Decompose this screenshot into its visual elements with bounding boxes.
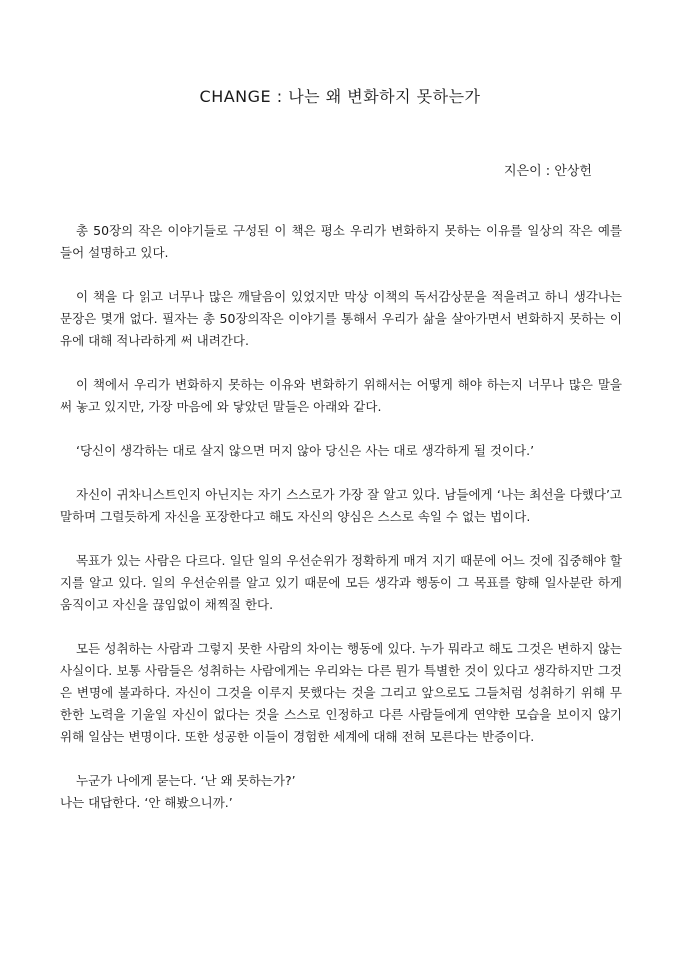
- quote-paragraph: ‘당신이 생각하는 대로 살지 않으면 머지 않아 당신은 사는 대로 생각하게 될 것이다.’: [76, 443, 535, 458]
- paragraph: 자신이 귀차니스트인지 아닌지는 자기 스스로가 가장 잘 알고 있다. 남들에게 ‘나는 최선을 다했다’고 말하며 그럴듯하게 자신을 포장한다고 해도 자신의 양심은 스스로 속일 수 없는 법이다.: [60, 487, 622, 524]
- closing-answer: 나는 대답한다. ‘안 해봤으니까.’: [60, 795, 233, 810]
- document-title: CHANGE : 나는 왜 변화하지 못하는가: [199, 87, 481, 106]
- paragraph: 이 책에서 우리가 변화하지 못하는 이유와 변화하기 위해서는 어떻게 해야 하는지 너무나 많은 말을 써 놓고 있지만, 가장 마음에 와 닿았던 말들은 아래와 같다.: [60, 377, 622, 414]
- paragraph: 모든 성취하는 사람과 그렇지 못한 사람의 차이는 행동에 있다. 누가 뭐라고 해도 그것은 변하지 않는 사실이다. 보통 사람들은 성취하는 사람에게는 우리와는 다른 뭔가 특별한 것이 있다고 생각하지만 그것은 변명에 불과하다. 자신이 그것을 이루지 못했다는 것을 그리고 앞으로도 그들처럼 성취하기 위해 무한한 노력을 기울일 자신이 없다는 것을 스스로 인정하고 다른 사람들에게 연약한 모습을 보이지 않기 위해 일삼는 변명이다. 또한 성공한 이들이 경험한 세계에 대해 전혀 모른다는 반증이다.: [60, 641, 622, 744]
- closing-question: 누군가 나에게 묻는다. ‘난 왜 못하는가?’: [76, 773, 296, 788]
- closing-paragraph: [60, 770, 622, 814]
- author-line: 지은이 : 안상헌: [504, 164, 592, 179]
- document-body: [60, 220, 622, 814]
- paragraph: 목표가 있는 사람은 다르다. 일단 일의 우선순위가 정확하게 매겨 지기 때문에 어느 것에 집중해야 할 지를 알고 있다. 일의 우선순위를 알고 있기 때문에 모든 생각과 행동이 그 목표를 향해 일사분란 하게 움직이고 자신을 끊임없이 채찍질 한다.: [60, 553, 622, 612]
- paragraph: 이 책을 다 읽고 너무나 많은 깨달음이 있었지만 막상 이책의 독서감상문을 적을려고 하니 생각나는 문장은 몇개 없다. 필자는 총 50장의작은 이야기를 통해서 우리가 삶을 살아가면서 변화하지 못하는 이유에 대해 적나라하게 써 내려간다.: [60, 289, 622, 348]
- paragraph: 총 50장의 작은 이야기들로 구성된 이 책은 평소 우리가 변화하지 못하는 이유를 일상의 작은 예를 들어 설명하고 있다.: [60, 223, 622, 260]
